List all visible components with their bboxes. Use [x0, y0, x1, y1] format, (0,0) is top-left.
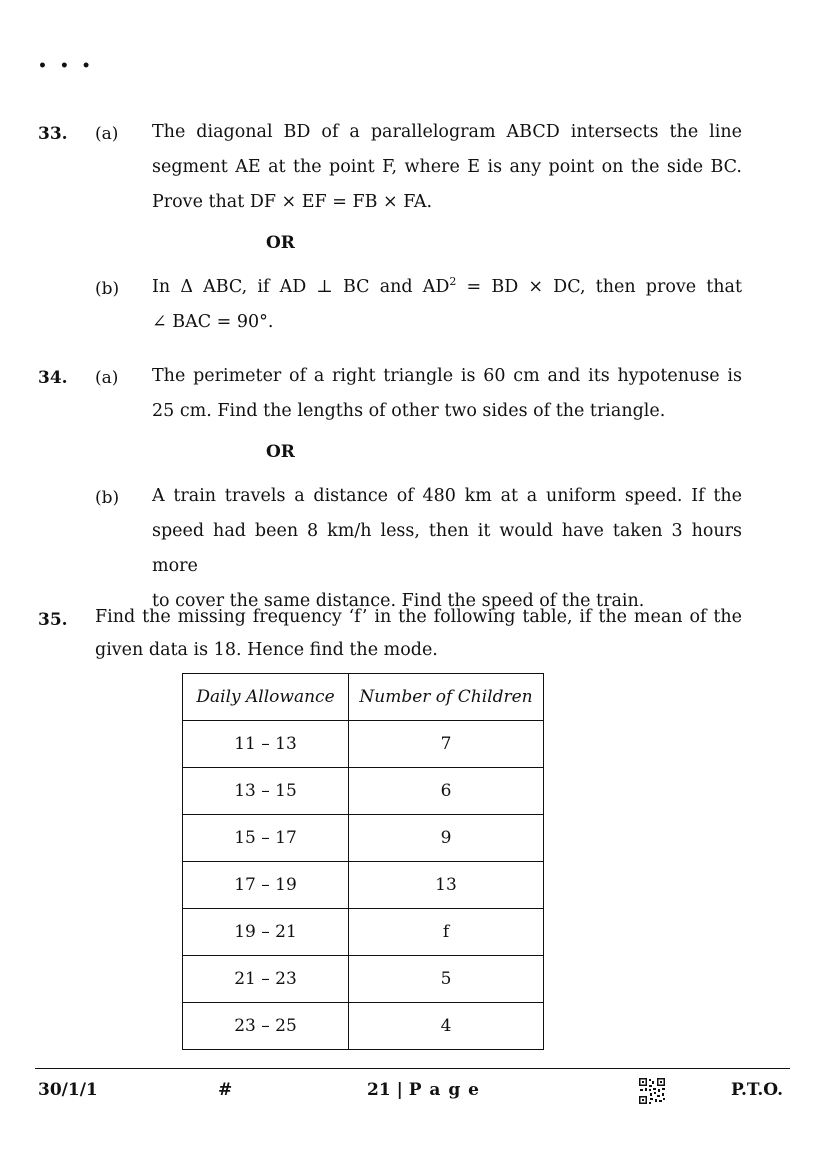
- footer-page-word: P a g e: [408, 1080, 480, 1100]
- question-34b-label: (b): [95, 488, 120, 508]
- table-row: [183, 721, 544, 768]
- footer-pto: P.T.O.: [731, 1080, 783, 1100]
- question-34b-line: to cover the same distance. Find the speed of the train.: [152, 591, 645, 611]
- table-cell-frequency: 4: [349, 1003, 544, 1050]
- question-35-text: [95, 601, 742, 667]
- table-cell-class-interval: 13 – 15: [183, 768, 349, 815]
- footer-page-indicator: [367, 1080, 480, 1100]
- table-cell-frequency: 9: [349, 815, 544, 862]
- question-34b-line: speed had been 8 km/h less, then it would have taken 3 hours more: [152, 521, 742, 576]
- table-cell-class-interval: 11 – 13: [183, 721, 349, 768]
- table-cell-class-interval: 23 – 25: [183, 1003, 349, 1050]
- table-cell-class-interval: 19 – 21: [183, 909, 349, 956]
- table-cell-frequency: f: [349, 909, 544, 956]
- footer-page-separator: |: [396, 1080, 403, 1100]
- footer-page-number: 21: [367, 1080, 391, 1100]
- footer-hash: #: [218, 1080, 233, 1100]
- page-top-marker: • • •: [38, 58, 95, 74]
- question-34b-text: [152, 479, 742, 619]
- question-33b-line1-pre: In Δ ABC, if AD ⊥ BC and AD: [152, 277, 450, 297]
- question-33a-line: Prove that DF × EF = FB × FA.: [152, 192, 433, 212]
- question-34a-line: 25 cm. Find the lengths of other two sides of the triangle.: [152, 401, 666, 421]
- question-33a-text: [152, 115, 742, 220]
- question-33b-line: ∠ BAC = 90°.: [152, 312, 274, 332]
- question-34a-text: [152, 359, 742, 429]
- question-33a-label: (a): [95, 124, 119, 144]
- column-header-daily-allowance: Daily Allowance: [183, 674, 349, 721]
- table-cell-class-interval: 15 – 17: [183, 815, 349, 862]
- question-33-or: OR: [266, 233, 295, 253]
- question-33a-line: segment AE at the point F, where E is any point on the side BC.: [152, 157, 742, 177]
- question-35-number: 35.: [38, 610, 68, 630]
- table-header-row: [183, 674, 544, 721]
- column-header-number-of-children: Number of Children: [349, 674, 544, 721]
- question-34a-label: (a): [95, 368, 119, 388]
- question-35-line: given data is 18. Hence find the mode.: [95, 640, 438, 660]
- question-33b-text: [152, 270, 742, 340]
- question-35-line: Find the missing frequency ‘f’ in the following table, if the mean of the: [95, 607, 742, 627]
- table-row: [183, 768, 544, 815]
- question-33b-superscript: 2: [449, 275, 457, 288]
- question-34-or: OR: [266, 442, 295, 462]
- question-34-number: 34.: [38, 368, 68, 388]
- question-34a-line: The perimeter of a right triangle is 60 cm and its hypotenuse is: [152, 366, 742, 386]
- question-33-number: 33.: [38, 124, 68, 144]
- question-33b-line: [152, 270, 742, 305]
- question-33b-label: (b): [95, 279, 120, 299]
- table-cell-frequency: 13: [349, 862, 544, 909]
- table-row: [183, 815, 544, 862]
- question-34b-line: A train travels a distance of 480 km at a uniform speed. If the: [152, 486, 742, 506]
- table-row: [183, 956, 544, 1003]
- frequency-table: [182, 673, 544, 1050]
- table-cell-class-interval: 21 – 23: [183, 956, 349, 1003]
- footer-divider: [35, 1068, 790, 1069]
- table-cell-class-interval: 17 – 19: [183, 862, 349, 909]
- table-cell-frequency: 5: [349, 956, 544, 1003]
- table-cell-frequency: 7: [349, 721, 544, 768]
- qr-code-icon: [638, 1077, 666, 1105]
- question-33a-line: The diagonal BD of a parallelogram ABCD intersects the line: [152, 122, 742, 142]
- table-row: [183, 1003, 544, 1050]
- table-row: [183, 909, 544, 956]
- footer-paper-code: 30/1/1: [38, 1080, 98, 1100]
- table-cell-frequency: 6: [349, 768, 544, 815]
- question-33b-line1-post: = BD × DC, then prove that: [456, 277, 743, 297]
- table-row: [183, 862, 544, 909]
